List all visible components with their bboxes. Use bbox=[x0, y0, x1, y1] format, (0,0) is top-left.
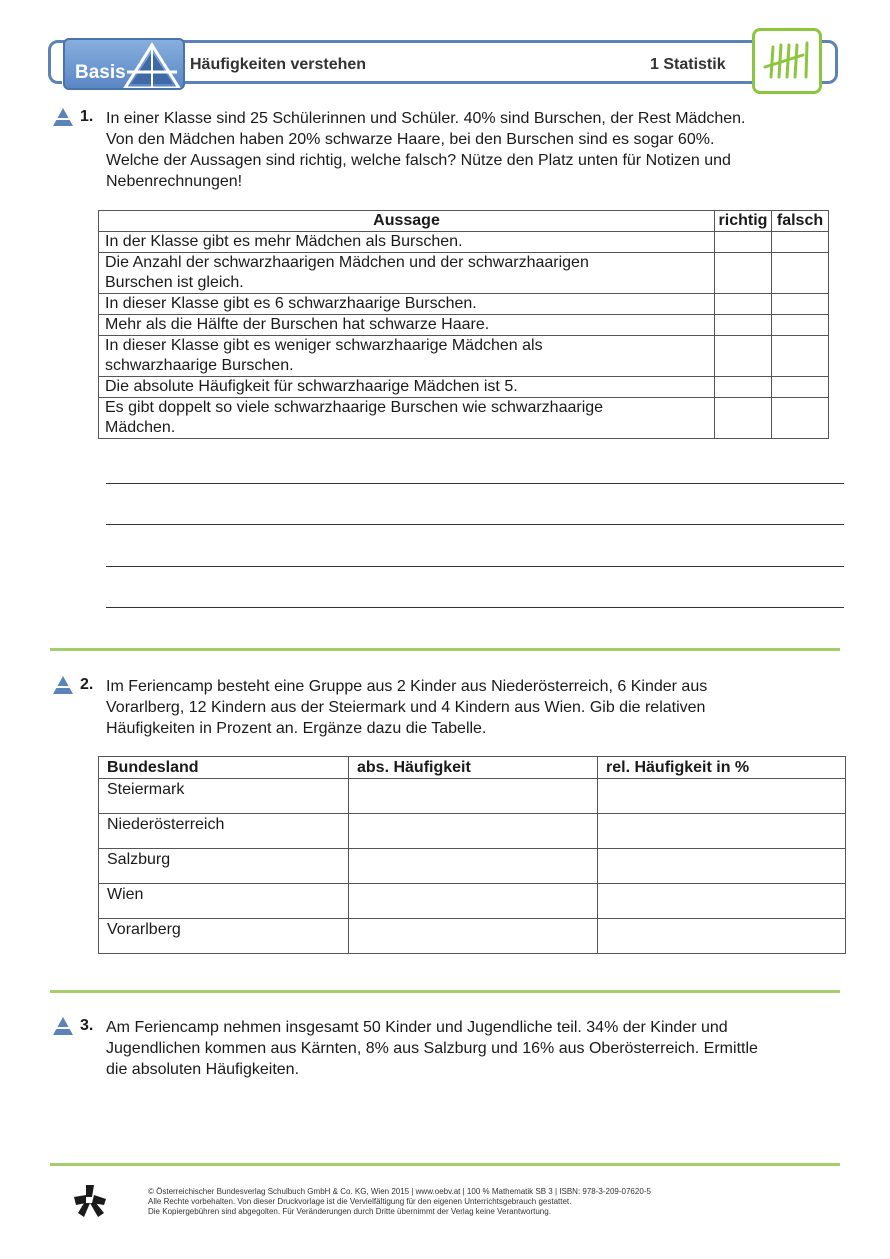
rel-cell[interactable] bbox=[598, 849, 846, 884]
footer-line: Alle Rechte vorbehalten. Von dieser Druckvorlage ist die Vervielfältigung für den eigenen Unterrichtsgebrauch gestattet. bbox=[148, 1197, 572, 1206]
statement-cell bbox=[99, 377, 715, 398]
rel-cell[interactable] bbox=[598, 884, 846, 919]
falsch-cell[interactable] bbox=[772, 398, 829, 439]
header-falsch: falsch bbox=[772, 211, 829, 232]
rel-cell[interactable] bbox=[598, 919, 846, 954]
rel-cell[interactable] bbox=[598, 779, 846, 814]
statement-cell bbox=[99, 336, 715, 377]
statement-text: Die Anzahl der schwarzhaarigen Mädchen und der schwarzhaarigen bbox=[105, 254, 589, 271]
abs-cell[interactable] bbox=[349, 919, 598, 954]
publisher-logo-icon bbox=[72, 1183, 108, 1219]
task-1-number: 1. bbox=[80, 108, 94, 125]
table-row bbox=[99, 377, 829, 398]
basis-level-icon bbox=[52, 1016, 74, 1036]
header-bottom-line bbox=[185, 81, 748, 84]
note-line[interactable] bbox=[106, 524, 844, 525]
statement-cell bbox=[99, 398, 715, 439]
basis-label: Basis bbox=[75, 62, 126, 83]
header-abs-haeufigkeit: abs. Häufigkeit bbox=[349, 757, 598, 779]
richtig-cell[interactable] bbox=[715, 315, 772, 336]
task-1-line: Welche der Aussagen sind richtig, welche falsch? Nütze den Platz unten für Notizen und bbox=[106, 152, 731, 169]
footer-line: Die Kopiergebühren sind abgegolten. Für Veränderungen durch Dritte übernimmt der Verlag keine Verantwortung. bbox=[148, 1207, 551, 1216]
richtig-cell[interactable] bbox=[715, 253, 772, 294]
bundesland-cell: Vorarlberg bbox=[99, 919, 349, 954]
task-1-text bbox=[106, 108, 836, 192]
table-row bbox=[99, 779, 846, 814]
statement-text: In dieser Klasse gibt es weniger schwarzhaarige Mädchen als bbox=[105, 337, 543, 354]
falsch-cell[interactable] bbox=[772, 336, 829, 377]
task-3-line: Jugendlichen kommen aus Kärnten, 8% aus Salzburg und 16% aus Oberösterreich. Ermittle bbox=[106, 1040, 758, 1057]
task-2-line: Im Feriencamp besteht eine Gruppe aus 2 Kinder aus Niederösterreich, 6 Kinder aus bbox=[106, 678, 708, 695]
basis-badge bbox=[63, 38, 185, 90]
falsch-cell[interactable] bbox=[772, 232, 829, 253]
bundesland-cell: Niederösterreich bbox=[99, 814, 349, 849]
table-row bbox=[99, 884, 846, 919]
statement-table bbox=[98, 210, 829, 439]
note-line[interactable] bbox=[106, 483, 844, 484]
abs-cell[interactable] bbox=[349, 884, 598, 919]
statement-text: Es gibt doppelt so viele schwarzhaarige Burschen wie schwarzhaarige bbox=[105, 399, 604, 416]
falsch-cell[interactable] bbox=[772, 377, 829, 398]
table-row bbox=[99, 814, 846, 849]
task-3-line: Am Feriencamp nehmen insgesamt 50 Kinder und Jugendliche teil. 34% der Kinder und bbox=[106, 1019, 728, 1036]
basis-level-icon bbox=[52, 675, 74, 695]
chapter-label: 1 Statistik bbox=[650, 56, 726, 73]
table-row bbox=[99, 398, 829, 439]
header-rel-haeufigkeit: rel. Häufigkeit in % bbox=[598, 757, 846, 779]
section-divider bbox=[50, 990, 840, 993]
footer-copyright bbox=[148, 1187, 651, 1217]
table-row bbox=[99, 294, 829, 315]
statement-text: Mädchen. bbox=[105, 419, 176, 436]
statement-text: schwarzhaarige Burschen. bbox=[105, 357, 294, 374]
table-row bbox=[99, 232, 829, 253]
statement-text: Die absolute Häufigkeit für schwarzhaarige Mädchen ist 5. bbox=[105, 378, 518, 395]
task-1-line: In einer Klasse sind 25 Schülerinnen und Schüler. 40% sind Burschen, der Rest Mädchen. bbox=[106, 110, 746, 127]
footer-line: © Österreichischer Bundesverlag Schulbuch GmbH & Co. KG, Wien 2015 | www.oebv.at | 100 % Mathematik SB 3 | ISBN: 978-3-209-07620-5 bbox=[148, 1187, 651, 1196]
table-row bbox=[99, 336, 829, 377]
abs-cell[interactable] bbox=[349, 849, 598, 884]
statement-cell bbox=[99, 294, 715, 315]
statement-text: In der Klasse gibt es mehr Mädchen als Burschen. bbox=[105, 233, 463, 250]
statement-text: Mehr als die Hälfte der Burschen hat schwarze Haare. bbox=[105, 316, 490, 333]
page-title: Häufigkeiten verstehen bbox=[190, 56, 367, 73]
richtig-cell[interactable] bbox=[715, 336, 772, 377]
task-3-line: die absoluten Häufigkeiten. bbox=[106, 1061, 300, 1078]
statement-cell bbox=[99, 253, 715, 294]
falsch-cell[interactable] bbox=[772, 294, 829, 315]
task-2-text bbox=[106, 676, 836, 739]
falsch-cell[interactable] bbox=[772, 253, 829, 294]
section-divider bbox=[50, 648, 840, 651]
richtig-cell[interactable] bbox=[715, 294, 772, 315]
task-1-line: Nebenrechnungen! bbox=[106, 173, 243, 190]
header-aussage: Aussage bbox=[99, 211, 715, 232]
task-3-number: 3. bbox=[80, 1017, 94, 1034]
task-3-text bbox=[106, 1017, 836, 1080]
note-line[interactable] bbox=[106, 607, 844, 608]
table-row bbox=[99, 315, 829, 336]
task-2-line: Häufigkeiten in Prozent an. Ergänze dazu die Tabelle. bbox=[106, 720, 487, 737]
frequency-table bbox=[98, 756, 846, 954]
table-row bbox=[99, 919, 846, 954]
richtig-cell[interactable] bbox=[715, 232, 772, 253]
task-2-number: 2. bbox=[80, 676, 94, 693]
statement-cell bbox=[99, 315, 715, 336]
statement-text: In dieser Klasse gibt es 6 schwarzhaarige Burschen. bbox=[105, 295, 477, 312]
task-1-line: Von den Mädchen haben 20% schwarze Haare, bei den Burschen sind es sogar 60%. bbox=[106, 131, 715, 148]
rel-cell[interactable] bbox=[598, 814, 846, 849]
table-row bbox=[99, 849, 846, 884]
task-2-line: Vorarlberg, 12 Kindern aus der Steiermark und 4 Kindern aus Wien. Gib die relativen bbox=[106, 699, 706, 716]
bundesland-cell: Salzburg bbox=[99, 849, 349, 884]
basis-level-icon bbox=[52, 107, 74, 127]
header-bundesland: Bundesland bbox=[99, 757, 349, 779]
falsch-cell[interactable] bbox=[772, 315, 829, 336]
tally-badge bbox=[752, 28, 822, 94]
note-line[interactable] bbox=[106, 566, 844, 567]
richtig-cell[interactable] bbox=[715, 398, 772, 439]
statement-cell bbox=[99, 232, 715, 253]
footer-divider bbox=[50, 1163, 840, 1166]
pyramid-icon bbox=[121, 42, 183, 90]
abs-cell[interactable] bbox=[349, 779, 598, 814]
header-richtig: richtig bbox=[715, 211, 772, 232]
table-header-row bbox=[99, 757, 846, 779]
tally-marks-icon bbox=[759, 35, 817, 89]
table-row bbox=[99, 253, 829, 294]
richtig-cell[interactable] bbox=[715, 377, 772, 398]
bundesland-cell: Steiermark bbox=[99, 779, 349, 814]
bundesland-cell: Wien bbox=[99, 884, 349, 919]
abs-cell[interactable] bbox=[349, 814, 598, 849]
table-header-row bbox=[99, 211, 829, 232]
statement-text: Burschen ist gleich. bbox=[105, 274, 244, 291]
